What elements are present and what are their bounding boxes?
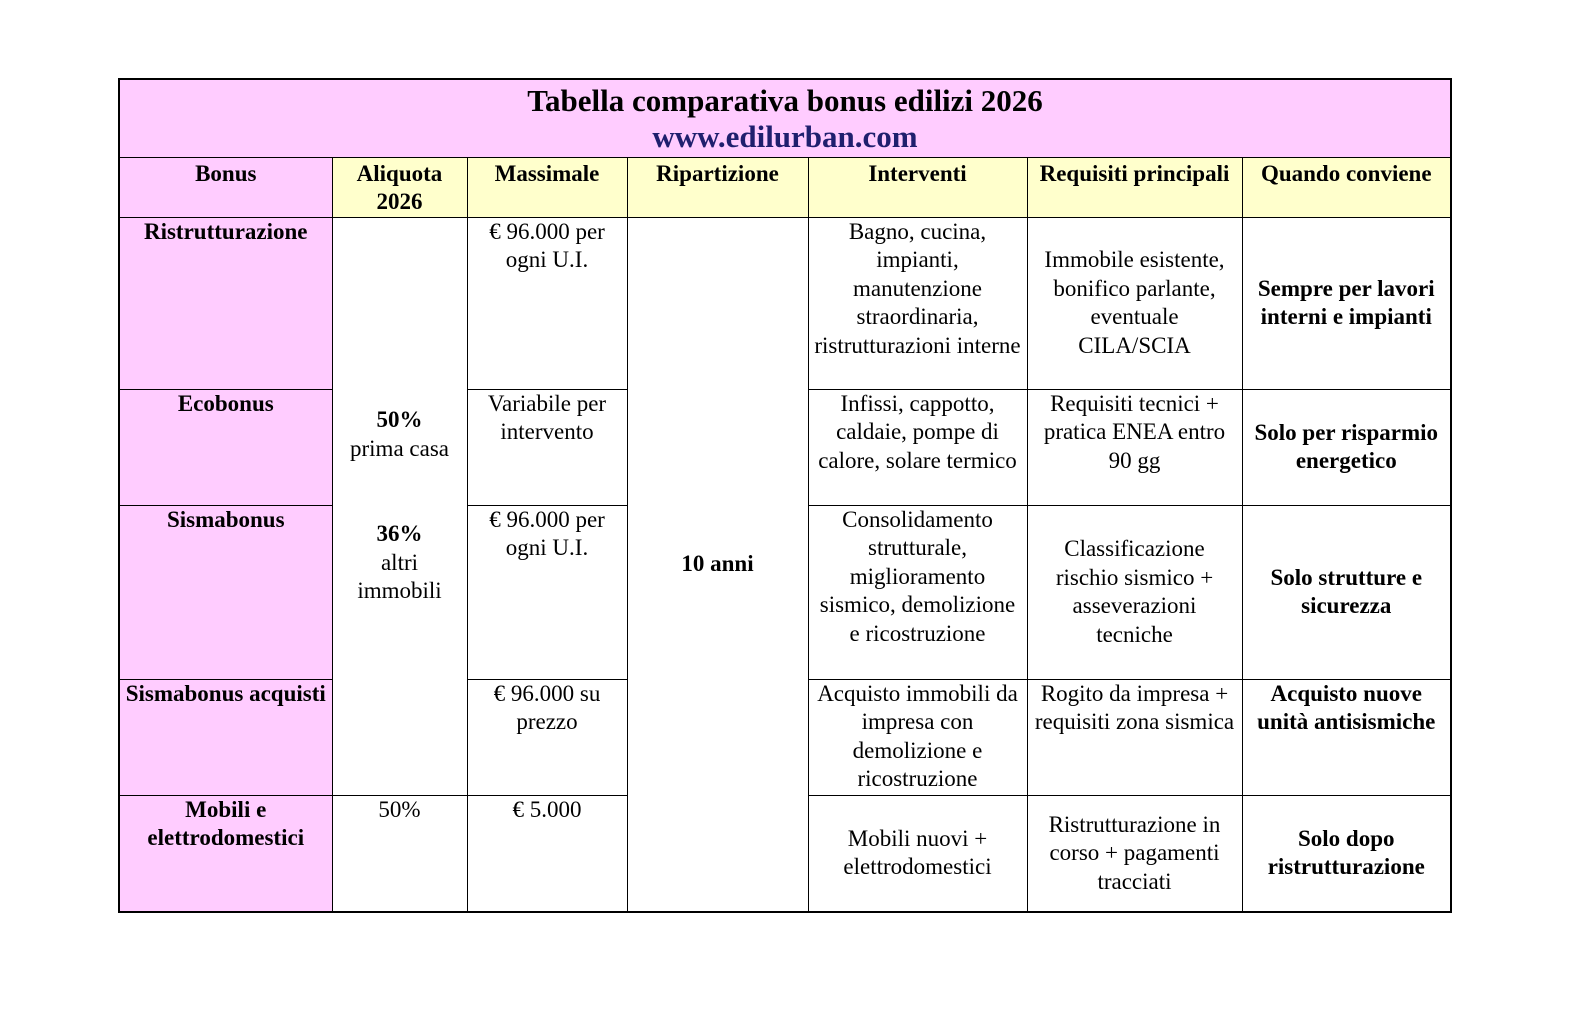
bonus-name: Mobili e elettrodomestici — [119, 795, 332, 912]
ripartizione-shared-cell: 10 anni — [627, 217, 808, 912]
quando-cell: Solo dopo ristrutturazione — [1242, 795, 1451, 912]
interventi-cell: Bagno, cucina, impianti, manutenzione straordinaria, ristrutturazioni interne — [808, 217, 1027, 389]
table-title: Tabella comparativa bonus edilizi 2026 — [527, 83, 1043, 118]
quando-cell: Sempre per lavori interni e impianti — [1242, 217, 1451, 389]
quando-cell: Solo per risparmio energetico — [1242, 389, 1451, 505]
interventi-cell: Mobili nuovi + elettrodomestici — [808, 795, 1027, 912]
interventi-cell: Consolidamento strutturale, miglioramento sismico, demolizione e ricostruzione — [808, 505, 1027, 679]
requisiti-cell: Rogito da impresa + requisiti zona sismica — [1027, 679, 1242, 795]
aliquota-altri-pct: 36% — [376, 521, 423, 547]
table-row — [119, 217, 1451, 389]
bonus-name: Ecobonus — [119, 389, 332, 505]
header-interventi: Interventi — [808, 157, 1027, 217]
header-aliquota: Aliquota 2026 — [332, 157, 467, 217]
aliquota-cell: 50% — [332, 795, 467, 912]
header-bonus: Bonus — [119, 157, 332, 217]
header-ripartizione: Ripartizione — [627, 157, 808, 217]
table-title-cell — [119, 79, 1451, 157]
requisiti-cell: Immobile esistente, bonifico parlante, eventuale CILA/SCIA — [1027, 217, 1242, 389]
requisiti-cell: Classificazione rischio sismico + asseverazioni tecniche — [1027, 505, 1242, 679]
header-massimale: Massimale — [467, 157, 627, 217]
massimale-cell: € 96.000 per ogni U.I. — [467, 217, 627, 389]
site-url: www.edilurban.com — [652, 119, 918, 154]
aliquota-altri-label: altri immobili — [357, 549, 442, 604]
quando-cell: Acquisto nuove unità antisismiche — [1242, 679, 1451, 795]
interventi-cell: Acquisto immobili da impresa con demolizione e ricostruzione — [808, 679, 1027, 795]
interventi-cell: Infissi, cappotto, caldaie, pompe di calore, solare termico — [808, 389, 1027, 505]
aliquota-prima-casa-label: prima casa — [350, 435, 449, 461]
aliquota-shared-cell — [332, 217, 467, 795]
requisiti-cell: Ristrutturazione in corso + pagamenti tracciati — [1027, 795, 1242, 912]
bonus-name: Sismabonus — [119, 505, 332, 679]
massimale-cell: € 96.000 su prezzo — [467, 679, 627, 795]
header-requisiti: Requisiti principali — [1027, 157, 1242, 217]
quando-cell: Solo strutture e sicurezza — [1242, 505, 1451, 679]
header-quando: Quando conviene — [1242, 157, 1451, 217]
bonus-name: Sismabonus acquisti — [119, 679, 332, 795]
aliquota-prima-casa-pct: 50% — [376, 407, 423, 433]
massimale-cell: € 5.000 — [467, 795, 627, 912]
massimale-cell: € 96.000 per ogni U.I. — [467, 505, 627, 679]
bonus-name: Ristrutturazione — [119, 217, 332, 389]
comparison-table — [118, 78, 1452, 913]
massimale-cell: Variabile per intervento — [467, 389, 627, 505]
requisiti-cell: Requisiti tecnici + pratica ENEA entro 90 gg — [1027, 389, 1242, 505]
